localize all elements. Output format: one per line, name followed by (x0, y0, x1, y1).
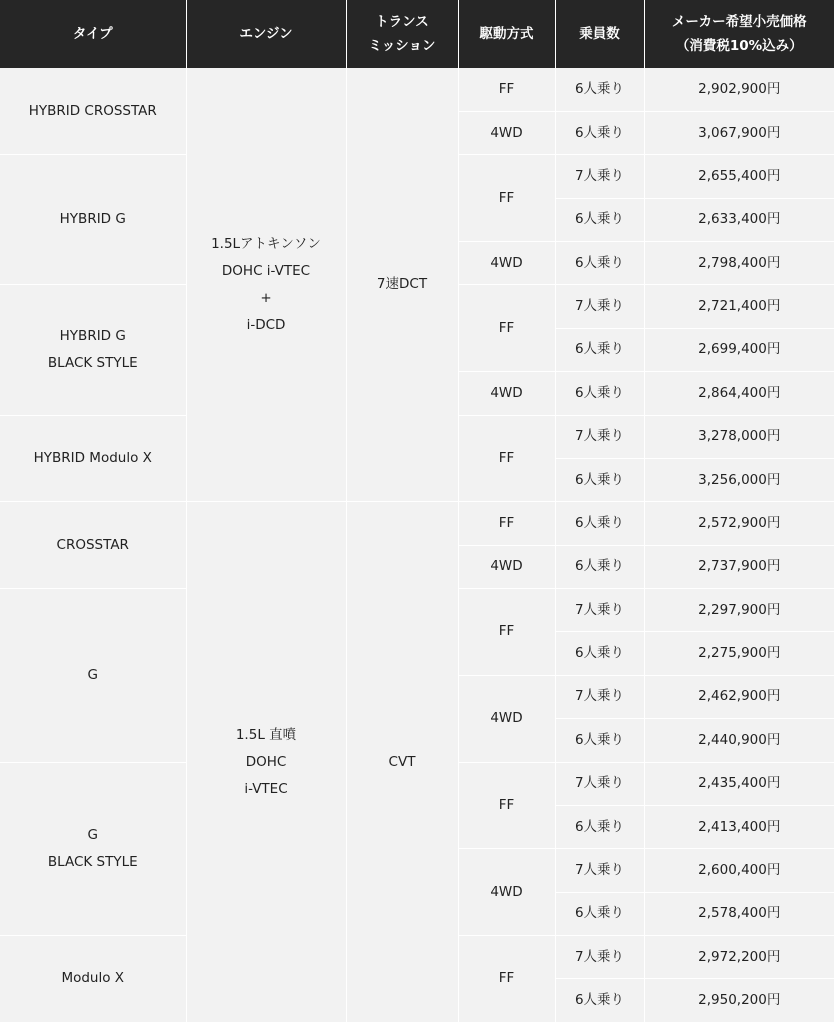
type-cell: CROSSTAR (0, 502, 186, 589)
capacity-cell: 7人乗り (555, 155, 644, 198)
price-cell: 2,275,900円 (644, 632, 834, 675)
capacity-cell: 6人乗り (555, 458, 644, 501)
type-cell: HYBRID Modulo X (0, 415, 186, 502)
price-cell: 2,572,900円 (644, 502, 834, 545)
price-cell: 2,798,400円 (644, 242, 834, 285)
drive-cell: FF (458, 589, 555, 676)
drive-cell: FF (458, 502, 555, 545)
type-cell: G (0, 589, 186, 763)
price-cell: 2,435,400円 (644, 762, 834, 805)
drive-cell: FF (458, 68, 555, 111)
type-cell: HYBRID CROSSTAR (0, 68, 186, 155)
price-cell: 2,902,900円 (644, 68, 834, 111)
capacity-cell: 7人乗り (555, 675, 644, 718)
capacity-cell: 6人乗り (555, 328, 644, 371)
capacity-cell: 7人乗り (555, 589, 644, 632)
drive-cell: FF (458, 936, 555, 1023)
drive-cell: 4WD (458, 849, 555, 936)
price-cell: 2,737,900円 (644, 545, 834, 588)
transmission-cell: CVT (346, 502, 458, 1023)
drive-cell: 4WD (458, 545, 555, 588)
price-cell: 2,440,900円 (644, 719, 834, 762)
type-cell: G BLACK STYLE (0, 762, 186, 936)
drive-cell: 4WD (458, 372, 555, 415)
price-cell: 2,600,400円 (644, 849, 834, 892)
drive-cell: FF (458, 762, 555, 849)
capacity-cell: 6人乗り (555, 719, 644, 762)
capacity-cell: 6人乗り (555, 805, 644, 848)
header-engine: エンジン (186, 0, 346, 68)
capacity-cell: 7人乗り (555, 936, 644, 979)
price-cell: 3,278,000円 (644, 415, 834, 458)
price-cell: 2,578,400円 (644, 892, 834, 935)
price-cell: 2,972,200円 (644, 936, 834, 979)
type-cell: Modulo X (0, 936, 186, 1023)
capacity-cell: 6人乗り (555, 892, 644, 935)
drive-cell: 4WD (458, 242, 555, 285)
drive-cell: FF (458, 415, 555, 502)
price-cell: 2,721,400円 (644, 285, 834, 328)
header-capacity: 乗員数 (555, 0, 644, 68)
capacity-cell: 7人乗り (555, 415, 644, 458)
header-row (0, 0, 834, 68)
header-price: メーカー希望小売価格 （消費税10%込み） (644, 0, 834, 68)
price-cell: 2,462,900円 (644, 675, 834, 718)
price-cell: 2,297,900円 (644, 589, 834, 632)
price-cell: 2,413,400円 (644, 805, 834, 848)
price-cell: 2,655,400円 (644, 155, 834, 198)
price-cell: 2,950,200円 (644, 979, 834, 1022)
price-cell: 3,067,900円 (644, 111, 834, 154)
price-cell: 2,864,400円 (644, 372, 834, 415)
header-transmission: トランス ミッション (346, 0, 458, 68)
price-cell: 2,699,400円 (644, 328, 834, 371)
drive-cell: 4WD (458, 111, 555, 154)
drive-cell: FF (458, 155, 555, 242)
capacity-cell: 6人乗り (555, 372, 644, 415)
engine-cell: 1.5L 直噴 DOHC i-VTEC (186, 502, 346, 1023)
capacity-cell: 6人乗り (555, 979, 644, 1022)
transmission-cell: 7速DCT (346, 68, 458, 502)
table-row (0, 502, 834, 545)
capacity-cell: 6人乗り (555, 68, 644, 111)
capacity-cell: 7人乗り (555, 849, 644, 892)
drive-cell: 4WD (458, 675, 555, 762)
type-cell: HYBRID G BLACK STYLE (0, 285, 186, 415)
price-cell: 2,633,400円 (644, 198, 834, 241)
drive-cell: FF (458, 285, 555, 372)
capacity-cell: 6人乗り (555, 632, 644, 675)
capacity-cell: 6人乗り (555, 502, 644, 545)
price-cell: 3,256,000円 (644, 458, 834, 501)
capacity-cell: 7人乗り (555, 762, 644, 805)
type-cell: HYBRID G (0, 155, 186, 285)
table-row (0, 68, 834, 111)
capacity-cell: 6人乗り (555, 242, 644, 285)
header-drive: 駆動方式 (458, 0, 555, 68)
capacity-cell: 7人乗り (555, 285, 644, 328)
header-type: タイプ (0, 0, 186, 68)
capacity-cell: 6人乗り (555, 111, 644, 154)
engine-cell: 1.5Lアトキンソン DOHC i-VTEC + i-DCD (186, 68, 346, 502)
capacity-cell: 6人乗り (555, 198, 644, 241)
capacity-cell: 6人乗り (555, 545, 644, 588)
